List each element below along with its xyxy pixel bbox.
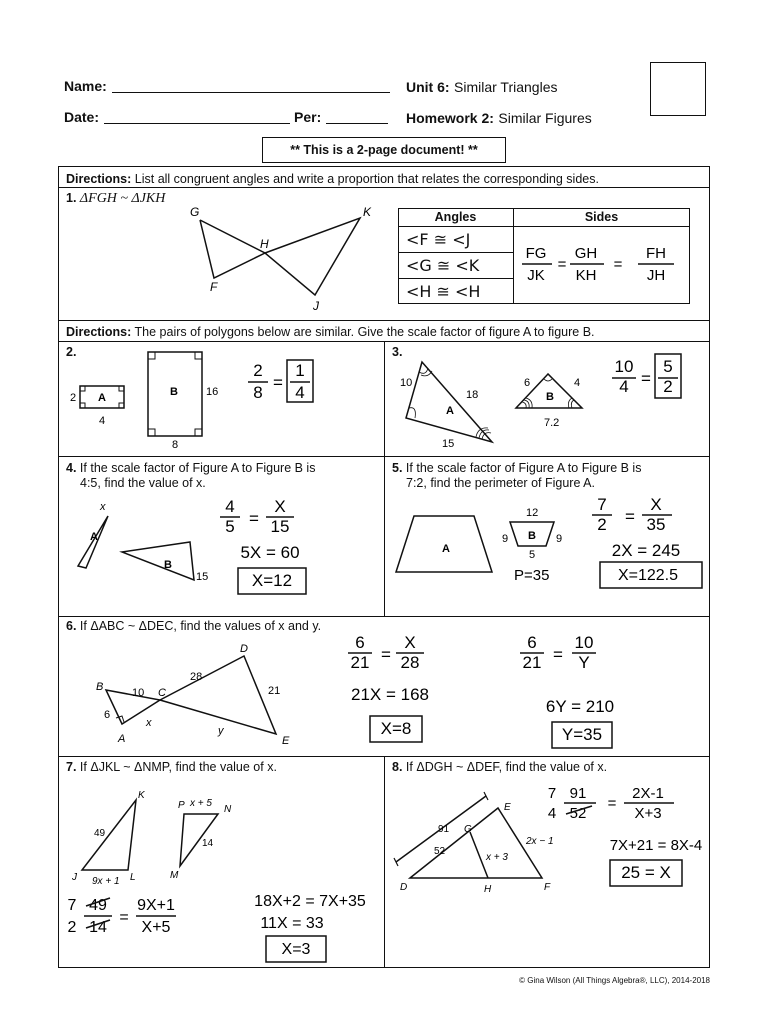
problem-6-prompt	[66, 619, 321, 634]
p4-side-15: 15	[196, 571, 209, 583]
p6-w2-eq: =	[553, 645, 563, 664]
p8-len-x3: x + 3	[486, 852, 508, 863]
problem-4-prompt	[66, 461, 380, 491]
problem-3-triangles	[386, 348, 708, 454]
problem-3-number: 3.	[392, 345, 403, 359]
problem-1-header	[66, 191, 165, 206]
problem-4-number: 4.	[66, 461, 77, 475]
p5-answer: X=122.5	[617, 567, 679, 584]
tri-a-right: 18	[466, 389, 479, 401]
p4-answer: X=12	[251, 571, 293, 590]
p8-w-line1: 7X+21 = 8X-4	[609, 837, 703, 854]
problem-5-figures	[386, 496, 708, 614]
side-n3: FH	[646, 245, 666, 262]
p8-answer: 25 = X	[621, 863, 671, 882]
p3-work-d: 4	[619, 377, 629, 396]
p7-w-n2: 9X+1	[137, 897, 175, 914]
p8-w-s7: 7	[547, 785, 557, 802]
p8-len-52: 52	[434, 846, 446, 857]
p5-fig-a: A	[442, 543, 450, 555]
p3-work-eq: =	[641, 369, 651, 388]
angle-answer-1: <F ≅ <J	[406, 230, 471, 249]
p6-w2-line2: 6Y = 210	[545, 697, 615, 716]
rect-a-label: A	[98, 392, 106, 404]
two-page-notice: ** This is a 2-page document! **	[262, 137, 506, 163]
tri-a-label: A	[446, 405, 454, 417]
p7-label-P: P	[178, 800, 185, 811]
unit-name: Similar Triangles	[454, 79, 558, 95]
tri-b-right: 4	[574, 377, 581, 389]
period-field[interactable]	[326, 123, 388, 124]
p7-len-14: 14	[202, 838, 214, 849]
p8-label-D: D	[400, 882, 408, 893]
label-K: K	[363, 205, 372, 219]
per-label: Per:	[294, 109, 322, 125]
problem-4-figures	[62, 496, 382, 614]
grid-vertical	[384, 341, 385, 617]
p3-answer-n: 5	[663, 357, 673, 376]
problem-1-statement: ΔFGH ~ ΔJKH	[79, 191, 166, 206]
side-d2: KH	[575, 267, 597, 284]
problem-8-work	[540, 780, 706, 892]
tri-b-label: B	[546, 391, 554, 403]
p7-len-49: 49	[94, 828, 106, 839]
p7-w-s2: 2	[67, 919, 77, 936]
rect-b-bottom: 8	[172, 439, 179, 451]
p7-w-s7: 7	[67, 897, 77, 914]
problem-2-number: 2.	[66, 345, 77, 359]
p2-answer-n: 1	[295, 361, 305, 380]
p7-label-M: M	[170, 870, 179, 881]
p4-fig-b: B	[164, 559, 172, 571]
p8-w-eq: =	[607, 795, 617, 812]
label-G: G	[190, 205, 200, 219]
copyright-footer: © Gina Wilson (All Things Algebra®, LLC), 2014-2018	[519, 976, 710, 985]
score-box[interactable]	[650, 62, 706, 116]
p6-w1-eq: =	[381, 645, 391, 664]
name-label: Name:	[64, 78, 107, 94]
side-n2: GH	[574, 245, 598, 262]
problem-5-prompt	[392, 461, 706, 491]
p7-len-9x1: 9x + 1	[92, 876, 120, 887]
p5-work-d2: 35	[646, 515, 666, 534]
p4-work-d1: 5	[225, 517, 235, 536]
p2-work-d: 8	[253, 383, 263, 402]
problem-6-work	[330, 630, 704, 754]
p8-w-d2: X+3	[634, 805, 662, 822]
p6-w1-answer: X=8	[380, 719, 412, 738]
p6-w1-line2: 21X = 168	[351, 685, 429, 704]
rect-a-side: 2	[70, 392, 77, 404]
p5-work-d1: 2	[597, 515, 607, 534]
side-d1: JK	[527, 267, 545, 284]
p6-len-10: 10	[132, 687, 145, 699]
problem-5-text-1: If the scale factor of Figure A to Figure B is	[405, 461, 642, 475]
p2-answer-d: 4	[295, 383, 305, 402]
unit-label: Unit 6:	[406, 79, 450, 95]
p7-label-K: K	[138, 790, 145, 801]
p4-work-eq: =	[249, 509, 259, 528]
p6-w2-answer: Y=35	[561, 725, 603, 744]
p5-perimeter: P=35	[514, 567, 550, 584]
label-J: J	[313, 299, 319, 313]
eq-sign: =	[557, 256, 567, 273]
directions-2	[66, 325, 706, 340]
divider	[58, 616, 710, 617]
p6-label-C: C	[158, 687, 166, 699]
problem-7-number: 7.	[66, 760, 77, 774]
directions-1-text: List all congruent angles and write a proportion that relates the corresponding sides.	[134, 172, 599, 186]
p7-w-answer: X=3	[281, 941, 311, 958]
divider	[58, 320, 710, 321]
grid-vertical	[384, 756, 385, 968]
p4-fig-a: A	[90, 531, 98, 543]
p7-w-line2: 11X = 33	[260, 915, 324, 932]
label-H: H	[260, 237, 269, 251]
date-label: Date:	[64, 109, 100, 125]
problem-5-text-2: 7:2, find the perimeter of Figure A.	[406, 476, 595, 490]
rect-a-bottom: 4	[99, 415, 106, 427]
unit-title	[406, 79, 558, 97]
problem-8-text: If ΔDGH ~ ΔDEF, find the value of x.	[405, 760, 608, 774]
p7-w-d2: X+5	[141, 919, 171, 936]
p4-x-label: x	[100, 501, 106, 513]
p6-len-21: 21	[268, 685, 281, 697]
p6-len-28: 28	[190, 671, 203, 683]
p7-label-N: N	[224, 804, 232, 815]
p5-work-line2: 2X = 245	[611, 541, 681, 560]
p8-w-n2: 2X-1	[632, 785, 664, 802]
p8-label-H: H	[484, 884, 492, 895]
sides-proportion	[514, 228, 690, 304]
date-field[interactable]	[104, 123, 290, 124]
label-F: F	[210, 280, 218, 294]
p6-label-A: A	[118, 733, 126, 745]
p2-work-n: 2	[253, 361, 263, 380]
sides-header: Sides	[584, 210, 619, 224]
p8-len-91: 91	[438, 824, 450, 835]
problem-6-triangles	[86, 640, 316, 752]
p6-label-E: E	[282, 735, 290, 747]
p6-w1-n2: X	[404, 633, 416, 652]
problem-5-number: 5.	[392, 461, 403, 475]
table-row-divider	[398, 278, 513, 279]
p7-w-line1: 18X+2 = 7X+35	[254, 893, 366, 910]
side-d3: JH	[646, 267, 666, 284]
p5-top-12: 12	[526, 507, 539, 519]
p5-work-n1: 7	[597, 496, 607, 514]
tri-b-left: 6	[524, 377, 531, 389]
p5-left-9: 9	[502, 533, 509, 545]
p7-label-J: J	[72, 872, 77, 883]
p8-label-E: E	[504, 802, 511, 813]
p8-len-2x1: 2x − 1	[526, 836, 554, 847]
eq-sign: =	[613, 256, 623, 273]
p6-y: y	[218, 725, 224, 737]
angle-answer-2: <G ≅ <K	[406, 256, 480, 275]
p8-w-s4: 4	[547, 805, 557, 822]
p8-w-n1: 91	[569, 785, 587, 802]
p5-bottom-5: 5	[529, 549, 536, 561]
rect-b-side: 16	[206, 386, 219, 398]
p6-w2-n1: 6	[527, 633, 537, 652]
directions-2-label: Directions:	[66, 325, 132, 339]
table-header-divider	[398, 226, 690, 227]
bowtie-triangles-diagram	[180, 200, 390, 320]
p6-w2-n2: 10	[574, 633, 594, 652]
p5-right-9: 9	[556, 533, 563, 545]
homework-title	[406, 110, 592, 128]
problem-4-text-1: If the scale factor of Figure A to Figure B is	[79, 461, 316, 475]
p6-len-6: 6	[104, 709, 111, 721]
problem-7-triangles	[62, 780, 262, 892]
p6-label-D: D	[240, 643, 248, 655]
problem-4-text-2: 4:5, find the value of x.	[80, 476, 206, 490]
tri-a-bottom: 15	[442, 438, 455, 450]
p7-len-x5: x + 5	[190, 798, 212, 809]
p5-work-eq: =	[625, 507, 635, 526]
rect-b-label: B	[170, 386, 178, 398]
directions-1-label: Directions:	[66, 172, 132, 186]
directions-2-text: The pairs of polygons below are similar. Give the scale factor of figure A to figure B.	[134, 325, 595, 339]
name-field[interactable]	[112, 92, 390, 93]
table-row-divider	[398, 252, 513, 253]
p7-w-eq: =	[119, 909, 129, 926]
p6-w1-n1: 6	[355, 633, 365, 652]
angle-answer-3: <H ≅ <H	[406, 282, 481, 301]
p5-work-n2: X	[650, 496, 662, 514]
p6-x: x	[146, 717, 152, 729]
p6-label-B: B	[96, 681, 104, 693]
p7-label-L: L	[130, 872, 136, 883]
p4-work-n2: X	[274, 497, 286, 516]
problem-8-number: 8.	[392, 760, 403, 774]
problem-2-rectangles	[62, 348, 382, 454]
p4-work-n1: 4	[225, 497, 235, 516]
p3-work-n: 10	[614, 357, 634, 376]
problem-1-number: 1.	[66, 191, 77, 205]
p4-work-line2: 5X = 60	[240, 543, 300, 562]
tri-a-left: 10	[400, 377, 413, 389]
homework-name: Similar Figures	[498, 110, 592, 126]
p4-work-d2: 15	[270, 517, 290, 536]
homework-label: Homework 2:	[406, 110, 494, 126]
directions-1	[66, 172, 706, 187]
problem-7-work	[62, 892, 382, 964]
problem-6-number: 6.	[66, 619, 77, 633]
angles-header: Angles	[434, 210, 477, 224]
p3-answer-d: 2	[663, 377, 673, 396]
problem-7-prompt	[66, 760, 277, 775]
problem-8-prompt	[392, 760, 607, 775]
p8-w-d1: 52	[569, 805, 587, 822]
problem-6-text: If ΔABC ~ ΔDEC, find the values of x and y.	[79, 619, 322, 633]
problem-7-text: If ΔJKL ~ ΔNMP, find the value of x.	[79, 760, 277, 774]
p7-w-d1: 14	[89, 919, 107, 936]
tri-b-bottom: 7.2	[544, 417, 560, 429]
p7-w-n1: 49	[89, 897, 107, 914]
p6-w1-d2: 28	[400, 653, 420, 672]
p8-label-F: F	[544, 882, 551, 893]
divider	[58, 456, 710, 457]
p6-w1-d1: 21	[350, 653, 370, 672]
divider	[58, 187, 710, 188]
side-n1: FG	[525, 245, 547, 262]
p5-fig-b: B	[528, 530, 536, 542]
p2-work-eq: =	[273, 373, 283, 392]
p8-label-G: G	[464, 824, 472, 835]
p6-w2-d2: Y	[578, 653, 590, 672]
p6-w2-d1: 21	[522, 653, 542, 672]
